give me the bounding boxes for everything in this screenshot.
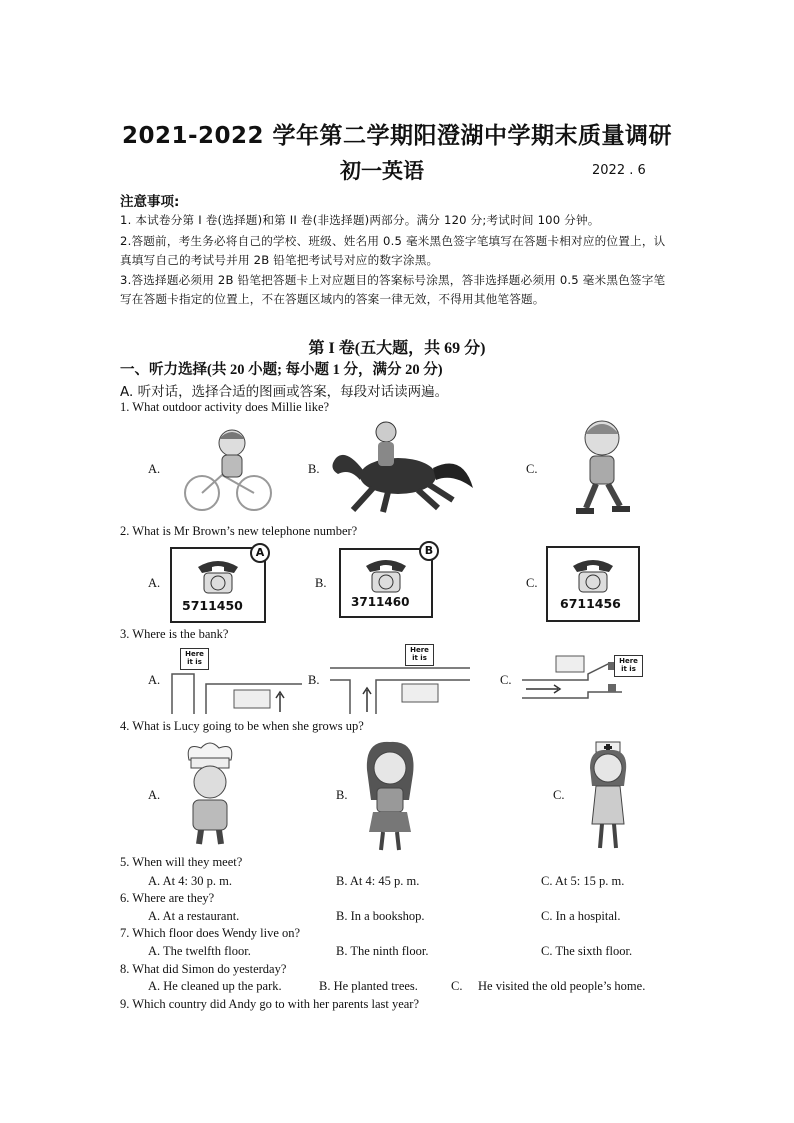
here-sign-line2: it is [412, 654, 427, 662]
question-7: 7. Which floor does Wendy live on? [120, 926, 301, 940]
girl-roller-skating-image [570, 416, 635, 521]
phone-number-b: 3711460 [351, 595, 410, 609]
notice-item-2: 2.答题前，考生务必将自己的学校、班级、姓名用 0.5 毫米黑色签字笔填写在答题卡相对应的位置上，认真填写自己的考试号并用 2B 铅笔把考试号对应的数字涂黑。 [120, 234, 666, 267]
here-sign-a [180, 648, 209, 670]
q2-label-a: A. [148, 576, 161, 590]
q3-label-b: B. [308, 673, 320, 687]
q3-label-c: C. [500, 673, 512, 687]
q4-label-c: C. [553, 788, 565, 802]
cook-image [175, 742, 245, 847]
q8-option-c-label: C. [451, 979, 463, 993]
q5-option-b: B. At 4: 45 p. m. [336, 874, 420, 888]
question-6: 6. Where are they? [120, 891, 215, 905]
q2-label-c: C. [526, 576, 538, 590]
question-5: 5. When will they meet? [120, 855, 243, 869]
q6-option-b: B. In a bookshop. [336, 909, 425, 923]
street-map-b [330, 668, 470, 714]
question-1: 1. What outdoor activity does Millie like? [120, 400, 330, 414]
q2-label-b: B. [315, 576, 327, 590]
q7-option-b: B. The ninth floor. [336, 944, 429, 958]
exam-date: 2022 . 6 [592, 163, 646, 178]
telephone-icon [569, 554, 617, 594]
q6-option-c: C. In a hospital. [541, 909, 621, 923]
phone-card-b [339, 548, 433, 618]
badge-b: B [419, 541, 439, 561]
exam-subtitle: 初一英语 [340, 159, 424, 183]
nurse-image [578, 740, 643, 852]
q5-option-c: C. At 5: 15 p. m. [541, 874, 625, 888]
phone-number-a: 5711450 [182, 598, 243, 613]
q7-option-c: C. The sixth floor. [541, 944, 633, 958]
q1-label-a: A. [148, 462, 161, 476]
q6-option-a: A. At a restaurant. [148, 909, 240, 923]
here-sign-line2: it is [187, 658, 202, 666]
q4-label-a: A. [148, 788, 161, 802]
part-title: 一、听力选择(共 20 小题; 每小题 1 分，满分 20 分) [120, 362, 443, 378]
question-2: 2. What is Mr Brown’s new telephone number? [120, 524, 358, 538]
question-8: 8. What did Simon do yesterday? [120, 962, 287, 976]
telephone-icon [194, 555, 242, 595]
here-sign-line1: Here [619, 657, 638, 665]
here-sign-b [405, 644, 434, 666]
question-4: 4. What is Lucy going to be when she grows up? [120, 719, 364, 733]
q8-option-c: He visited the old people’s home. [478, 979, 646, 993]
question-3: 3. Where is the bank? [120, 627, 229, 641]
badge-a: A [250, 543, 270, 563]
here-sign-line1: Here [185, 650, 204, 658]
q1-label-c: C. [526, 462, 538, 476]
boy-horse-riding-image [328, 418, 478, 514]
part-instruction: A. 听对话，选择合适的图画或答案，每段对话读两遍。 [120, 384, 449, 400]
q8-option-b: B. He planted trees. [319, 979, 418, 993]
exam-title: 2021-2022 学年第二学期阳澄湖中学期末质量调研 [121, 123, 673, 149]
notice-item-3: 3.答选择题必须用 2B 铅笔把答题卡上对应题目的答案标号涂黑，答非选择题必须用 0.5 毫米黑色签字笔写在答题卡指定的位置上，不在答题区域内的答案一律无效，不得用其他笔答题。 [120, 273, 666, 306]
q1-label-b: B. [308, 462, 320, 476]
q3-label-a: A. [148, 673, 161, 687]
phone-number-c: 6711456 [560, 596, 621, 611]
question-9: 9. Which country did Andy go to with her parents last year? [120, 997, 420, 1011]
q4-label-b: B. [336, 788, 348, 802]
girl-cycling-image [182, 425, 272, 515]
street-map-a [172, 668, 302, 714]
here-sign-c [614, 655, 643, 677]
q5-option-a: A. At 4: 30 p. m. [148, 874, 233, 888]
telephone-icon [362, 554, 410, 594]
section-title: 第 I 卷(五大题，共 69 分) [308, 340, 486, 357]
q7-option-a: A. The twelfth floor. [148, 944, 251, 958]
phone-card-c [546, 546, 640, 622]
here-sign-line2: it is [621, 665, 636, 673]
q8-option-a: A. He cleaned up the park. [148, 979, 282, 993]
singer-image [355, 740, 425, 852]
here-sign-line1: Here [410, 646, 429, 654]
notice-item-1: 1. 本试卷分第 I 卷(选择题)和第 II 卷(非选择题)两部分。满分 120 分;考试时间 100 分钟。 [120, 213, 600, 227]
notice-heading: 注意事项: [120, 194, 180, 210]
